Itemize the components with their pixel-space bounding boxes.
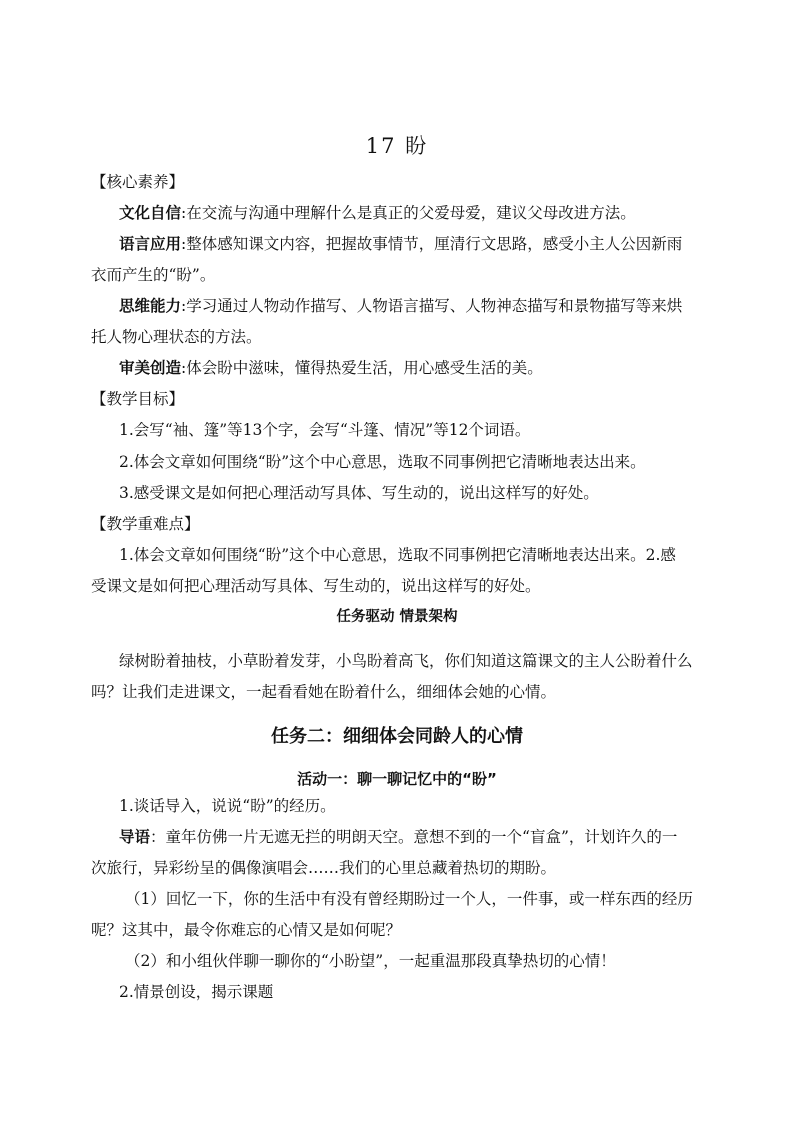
goal-item: 1.会写“袖、篷”等13个字，会写“斗篷、情况”等12个词语。 bbox=[119, 421, 531, 439]
section-key-difficulties: 【教学重难点】 bbox=[91, 515, 200, 533]
question1-line1: （1）回忆一下，你的生活中有没有曾经期盼过一个人，一件事，或一样东西的经历 bbox=[125, 890, 693, 908]
goal-item: 2.体会文章如何围绕“盼”这个中心意思，选取不同事例把它清晰地表达出来。 bbox=[119, 453, 646, 471]
literacy-language-cont: 衣而产生的“盼”。 bbox=[91, 266, 216, 284]
literacy-aesthetic-label: 审美创造 bbox=[119, 359, 182, 377]
literacy-culture bbox=[119, 203, 749, 223]
literacy-thinking-label: 思维能力 bbox=[119, 297, 182, 315]
intro bbox=[119, 827, 749, 847]
task-drive-line1: 绿树盼着抽枝，小草盼着发芽，小鸟盼着高飞，你们知道这篇课文的主人公盼着什么 bbox=[119, 652, 693, 670]
task-drive-heading: 任务驱动 情景架构 bbox=[336, 609, 458, 625]
goal-item: 3.感受课文是如何把心理活动写具体、写生动的，说出这样写的好处。 bbox=[119, 484, 599, 502]
difficulties-line1: 1.体会文章如何围绕“盼”这个中心意思，选取不同事例把它清晰地表达出来。2.感 bbox=[119, 546, 676, 564]
task-drive-line2: 吗？让我们走进课文，一起看看她在盼着什么，细细体会她的心情。 bbox=[91, 683, 557, 701]
intro-label: 导语 bbox=[119, 828, 151, 846]
activity1-heading: 活动一：聊一聊记忆中的“盼” bbox=[297, 770, 497, 788]
section-core-literacy: 【核心素养】 bbox=[91, 173, 185, 191]
question2: （2）和小组伙伴聊一聊你的“小盼望”，一起重温那段真挚热切的心情！ bbox=[125, 952, 616, 970]
intro-cont: 次旅行，异彩纷呈的偶像演唱会……我们的心里总藏着热切的期盼。 bbox=[91, 859, 557, 877]
literacy-language-text: :整体感知课文内容，把握故事情节，厘清行文思路，感受小主人公因新雨 bbox=[181, 235, 683, 253]
lesson-title: 17 盼 bbox=[365, 134, 429, 158]
literacy-language-label: 语言应用 bbox=[119, 235, 182, 253]
step2: 2.情景创设，揭示课题 bbox=[119, 983, 274, 1001]
literacy-thinking-cont: 托人物心理状态的方法。 bbox=[91, 328, 262, 346]
task2-heading: 任务二：细细体会同龄人的心情 bbox=[271, 726, 523, 747]
literacy-aesthetic-text: :体会盼中滋味，懂得热爱生活，用心感受生活的美。 bbox=[181, 359, 543, 377]
section-teaching-goals: 【教学目标】 bbox=[91, 390, 185, 408]
difficulties-line2: 受课文是如何把心理活动写具体、写生动的，说出这样写的好处。 bbox=[91, 577, 541, 595]
literacy-culture-text: :在交流与沟通中理解什么是真正的父爱母爱，建议父母改进方法。 bbox=[181, 204, 636, 222]
intro-text: ：童年仿佛一片无遮无拦的明朗天空。意想不到的一个“盲盒”，计划许久的一 bbox=[150, 828, 678, 846]
question1-line2: 呢？这其中，最令你难忘的心情又是如何呢？ bbox=[91, 921, 402, 939]
literacy-thinking bbox=[119, 296, 749, 316]
literacy-language bbox=[119, 234, 749, 254]
step1: 1.谈话导入，说说“盼”的经历。 bbox=[119, 797, 336, 815]
literacy-culture-label: 文化自信 bbox=[119, 204, 182, 222]
literacy-thinking-text: :学习通过人物动作描写、人物语言描写、人物神态描写和景物描写等来烘 bbox=[181, 297, 683, 315]
literacy-aesthetic bbox=[119, 358, 749, 378]
